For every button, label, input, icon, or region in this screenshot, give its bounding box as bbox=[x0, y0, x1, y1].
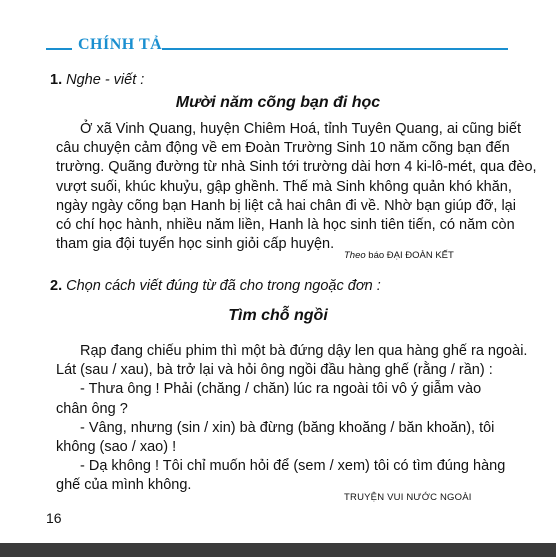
passage-line: tham gia đội tuyển học sinh giỏi cấp huyện. bbox=[56, 236, 335, 253]
passage-line: có chí học hành, nhiều năm liền, Hanh là học sinh tiên tiến, có năm còn bbox=[56, 217, 515, 234]
passage-line: Ở xã Vinh Quang, huyện Chiêm Hoá, tỉnh Tuyên Quang, ai cũng biết bbox=[80, 121, 521, 137]
exercise-1-title: Mười năm cõng bạn đi học bbox=[175, 94, 381, 111]
passage-line: ghế của mình không. bbox=[56, 477, 192, 494]
exercise-2-number: 2. bbox=[50, 278, 63, 294]
passage-line: không (sao / xao) ! bbox=[56, 439, 177, 456]
exercise-1-passage bbox=[56, 120, 537, 254]
passage-line: chân ông ? bbox=[56, 400, 128, 417]
exercise-1-instruction: Nghe - viết : bbox=[66, 72, 145, 88]
page-number: 16 bbox=[46, 510, 62, 526]
bottom-edge-bar bbox=[0, 543, 556, 557]
section-header bbox=[46, 36, 508, 56]
source-name: báo ĐẠI ĐOÀN KẾT bbox=[368, 250, 454, 261]
exercise-2-passage bbox=[56, 342, 528, 496]
exercise-2-instruction: Chọn cách viết đúng từ đã cho trong ngoặc đơn : bbox=[66, 278, 381, 294]
passage-line: trường. Quãng đường từ nhà Sinh tới trường dài hơn 4 ki-lô-mét, qua đèo, bbox=[56, 159, 537, 176]
exercise-1-number: 1. bbox=[50, 72, 63, 88]
passage-line: - Dạ không ! Tôi chỉ muốn hỏi để (sem / xem) tôi có tìm đúng hàng bbox=[80, 458, 506, 475]
passage-line: câu chuyện cảm động về em Đoàn Trường Sinh 10 năm cõng bạn đến bbox=[56, 140, 510, 157]
header-rule-right bbox=[162, 48, 508, 50]
section-title: CHÍNH TẢ bbox=[78, 36, 163, 53]
passage-line: ngày ngày cõng bạn Hanh bị liệt cả hai chân đi về. Nhờ bạn giúp đỡ, lại bbox=[56, 197, 516, 214]
passage-line: - Vâng, nhưng (sin / xin) bà đừng (băng khoăng / băn khoăn), tôi bbox=[80, 419, 495, 436]
exercise-1-source bbox=[344, 250, 454, 261]
passage-line: - Thưa ông ! Phải (chăng / chăn) lúc ra ngoài tôi vô ý giẫm vào bbox=[80, 381, 482, 398]
exercise-2-heading bbox=[50, 278, 381, 294]
exercise-2-source: TRUYỆN VUI NƯỚC NGOÀI bbox=[344, 492, 472, 503]
source-prefix: Theo bbox=[344, 250, 366, 261]
exercise-2-title: Tìm chỗ ngồi bbox=[228, 307, 328, 324]
header-rule-left bbox=[46, 48, 72, 50]
passage-line: vượt suối, khúc khuỷu, gập ghềnh. Thế mà Sinh không quản khó khăn, bbox=[56, 178, 512, 195]
passage-line: Rạp đang chiếu phim thì một bà đứng dậy len qua hàng ghế ra ngoài. bbox=[80, 343, 528, 359]
exercise-1-heading bbox=[50, 72, 144, 88]
passage-line: Lát (sau / xau), bà trở lại và hỏi ông ngồi đầu hàng ghế (rằng / rần) : bbox=[56, 362, 493, 379]
